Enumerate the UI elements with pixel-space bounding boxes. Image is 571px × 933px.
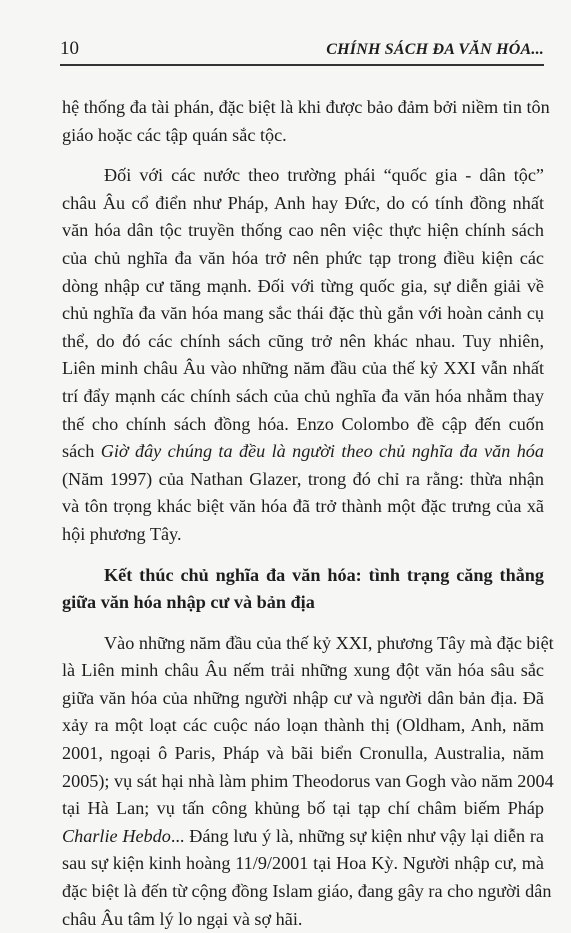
text-line: Liên minh châu Âu vào những năm đầu của thế kỷ XXI vẫn nhất [62,358,544,379]
text-line: thế cho chính sách đồng hóa. Enzo Colombo đề cập đến cuốn [62,413,544,434]
text-line: và tôn trọng khác biệt văn hóa đã trở thành một đặc trưng của xã [62,496,544,517]
running-title: CHÍNH SÁCH ĐA VĂN HÓA... [326,41,544,58]
text-line: tại Hà Lan; vụ tấn công khủng bố tại tạp chí châm biếm Pháp [62,798,544,819]
text-line: văn hóa dân tộc truyền thống cao nên việc thực hiện chính sách [62,220,544,241]
text-line: châu Âu cổ điển như Pháp, Anh hay Đức, do có tính đồng nhất [62,192,544,213]
text-line: 2005); vụ sát hại nhà làm phim Theodorus van Gogh vào năm 2004 [62,770,554,791]
text-line: của chủ nghĩa đa văn hóa trở nên phức tạp trong điều kiện các [62,247,544,268]
text-line: (Năm 1997) của Nathan Glazer, trong đó chỉ ra rằng: thừa nhận [62,468,544,489]
paragraph-1 [62,94,550,149]
text-line-with-book-title [62,438,544,466]
paragraph-3 [62,630,554,933]
text-line: Đối với các nước theo trường phái “quốc gia - dân tộc” [104,165,544,186]
text-line: 2001, ngoại ô Paris, Pháp và bãi biển Cronulla, Australia, năm [62,743,544,764]
paragraph-2 [62,162,544,548]
heading-line: giữa văn hóa nhập cư và bản địa [62,592,315,613]
text-line: đặc biệt là đến từ cộng đồng Islam giáo, đang gây ra cho người dân [62,881,552,902]
text-line: dòng nhập cư tăng mạnh. Đối với từng quốc gia, sự diễn giải về [62,275,544,296]
page-header [60,38,544,68]
magazine-line-rest: ... Đáng lưu ý là, những sự kiện như vậy lại diễn ra [170,825,544,846]
paragraph-gap [62,549,544,562]
text-line: hội phương Tây. [62,523,182,544]
heading-line: Kết thúc chủ nghĩa đa văn hóa: tình trạng căng thẳng [104,564,544,585]
text-line: trí đẩy mạnh các chính sách của chủ nghĩa đa văn hóa nhằm thay [62,385,544,406]
paragraph-gap [62,617,544,630]
text-line: chủ nghĩa đa văn hóa mang sắc thái đặc thù gắn với hoàn cảnh cụ [62,303,544,324]
text-line: là Liên minh châu Âu nếm trải những xung đột văn hóa sâu sắc [62,660,544,681]
page-content [62,94,554,933]
header-rule [60,64,544,66]
text-line: sau sự kiện kinh hoàng 11/9/2001 tại Hoa Kỳ. Người nhập cư, mà [62,853,544,874]
text-line: Vào những năm đầu của thế kỷ XXI, phương Tây mà đặc biệt [104,632,554,653]
text-line: châu Âu tâm lý lo ngại và sợ hãi. [62,908,303,929]
section-heading [62,562,544,617]
text-line: giữa văn hóa của những người nhập cư và người dân bản địa. Đã [62,687,544,708]
text-line: thể, do đó các chính sách cũng trở nên khác nhau. Tuy nhiên, [62,330,544,351]
magazine-name: Charlie Hebdo [62,825,171,846]
paragraph-gap [62,149,544,162]
text-line-with-magazine [62,823,544,851]
text-line: hệ thống đa tài phán, đặc biệt là khi được bảo đảm bởi niềm tin tôn [62,97,550,117]
book-title: Giờ đây chúng ta đều là người theo chủ nghĩa đa văn hóa [100,441,544,462]
text-line: giáo hoặc các tập quán sắc tộc. [62,124,287,145]
page-number: 10 [60,38,79,59]
text-line: xảy ra một loạt các cuộc náo loạn thành thị (Oldham, Anh, năm [62,715,544,736]
book-title-prefix: sách [62,441,101,462]
